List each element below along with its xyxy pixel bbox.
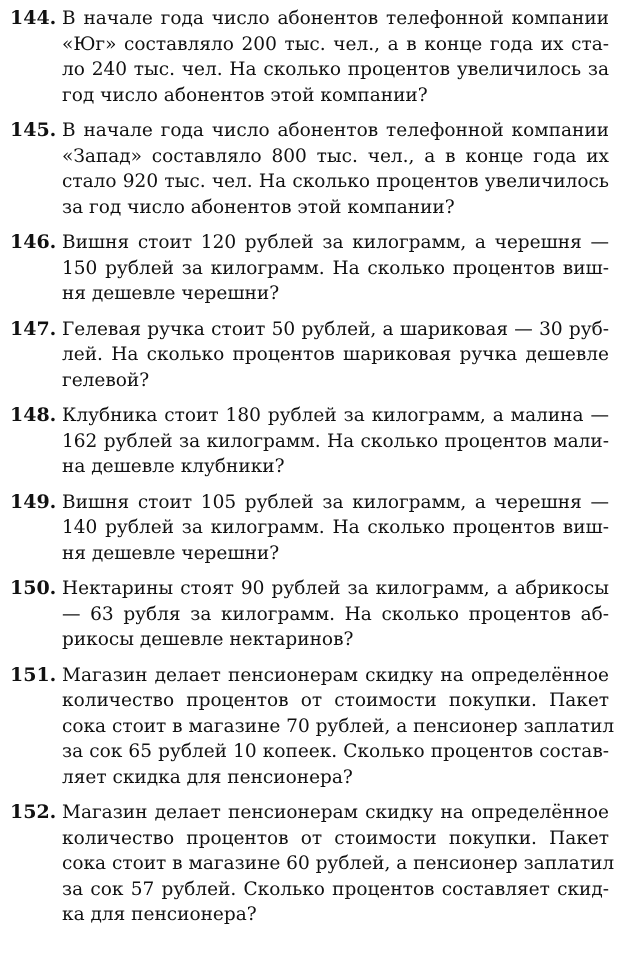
problem-text [62,403,609,480]
problem-144 [10,6,609,108]
text-line: за год число абонентов этой компании? [62,196,455,218]
problem-number: 147. [10,317,57,340]
text-line: Гелевая ручка стоит 50 рублей, а шариковая — 30 руб- [62,318,609,340]
problem-text [62,118,609,220]
problem-148 [10,403,609,480]
text-line: ка для пенсионера? [62,904,257,925]
problem-149 [10,490,609,567]
problem-number: 149. [10,490,57,513]
text-line: за сок 57 рублей. Сколько процентов составляет скид- [62,878,609,900]
text-line: «Юг» составляло 200 тыс. чел., а в конце года их ста- [62,33,609,55]
text-line: рикосы дешевле нектаринов? [62,629,354,650]
text-line: год число абонентов этой компании? [62,84,428,106]
text-line: «Запад» составляло 800 тыс. чел., а в конце года их [62,145,609,167]
text-line: — 63 рубля за килограмм. На сколько процентов аб- [62,603,609,625]
problem-147 [10,317,609,394]
problem-number: 151. [10,663,57,686]
text-line: количество процентов от стоимости покупки. Пакет [62,690,609,711]
problem-number: 146. [10,231,57,253]
text-line: сока стоит в магазине 70 рублей, а пенсионер заплатил [62,715,615,737]
text-line: Вишня стоит 105 рублей за килограмм, а черешня — [62,491,609,513]
text-line: количество процентов от стоимости покупки. Пакет [62,827,609,849]
problem-text [62,663,615,791]
text-line: Вишня стоит 120 рублей за килограмм, а черешня — [62,232,609,253]
problem-text [62,317,609,394]
text-line: ня дешевле черешни? [62,283,280,304]
problem-text [62,576,609,653]
problem-text [62,490,609,567]
problem-number: 145. [10,119,57,141]
problem-number: 148. [10,404,57,426]
text-line: В начале года число абонентов телефонной компании [62,120,609,141]
text-line: Клубника стоит 180 рублей за килограмм, а малина — [62,405,609,426]
text-line: 150 рублей за килограмм. На сколько процентов виш- [62,257,609,279]
text-line: ляет скидка для пенсионера? [62,766,353,788]
text-line: Нектарины стоят 90 рублей за килограмм, а абрикосы [62,578,609,599]
problem-text [62,6,609,108]
problem-145 [10,118,609,220]
problem-151 [10,663,615,791]
problem-number: 150. [10,577,57,599]
text-line: сока стоит в магазине 60 рублей, а пенсионер заплатил [62,853,615,874]
text-line: 162 рублей за килограмм. На сколько процентов мали- [62,430,609,452]
text-line: лей. На сколько процентов шариковая ручка дешевле [62,344,609,365]
problem-152 [10,800,615,928]
text-line: на дешевле клубники? [62,456,285,477]
text-line: ло 240 тыс. чел. На сколько процентов увеличилось за [62,59,609,80]
problem-146 [10,230,609,307]
problem-number: 144. [10,7,57,29]
text-line: Магазин делает пенсионерам скидку на определённое [62,664,609,686]
text-line: ня дешевле черешни? [62,542,280,564]
problem-text [62,230,609,307]
problem-number: 152. [10,801,57,823]
text-line: В начале года число абонентов телефонной компании [62,8,609,29]
text-line: гелевой? [62,369,150,391]
problem-150 [10,576,609,653]
text-line: стало 920 тыс. чел. На сколько процентов увеличилось [62,171,609,192]
problem-text [62,800,615,928]
text-line: 140 рублей за килограмм. На сколько процентов виш- [62,517,609,538]
text-line: за сок 65 рублей 10 копеек. Сколько процентов состав- [62,741,609,762]
text-line: Магазин делает пенсионерам скидку на определённое [62,802,609,823]
